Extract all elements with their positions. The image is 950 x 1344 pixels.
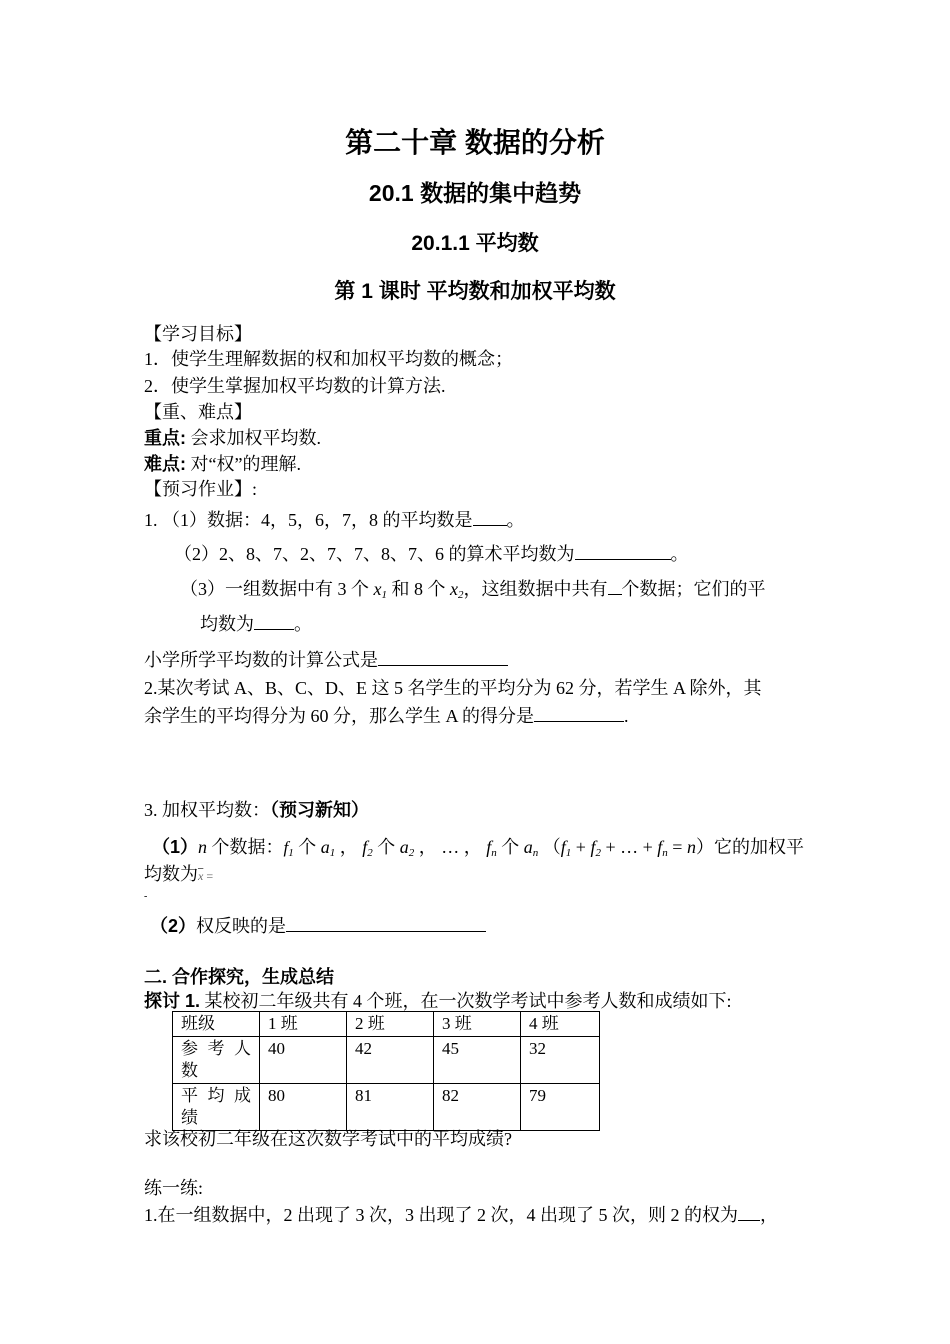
keypoints-header: 【重、难点】 [144,402,252,422]
weighted-p1: （1）n 个数据：$f_1$ 个 $a_1$ ， $f_2$ 个 $a_2$ ， … ， $f_n$ 个 $a_n$ （$f_1 + f_2$ + … + $f_n = n$）它的加权平 [152,837,804,859]
average-question: 求该校初二年级在这次数学考试中的平均成绩? [144,1129,512,1149]
subsection-title: 20.1.1 平均数 [411,232,539,255]
formula-question-text: 小学所学平均数的计算公式是 [144,650,378,670]
preview-q1c-mid1: 和 8 个 [387,579,450,599]
math-equals: = [203,869,214,883]
formula-question [144,647,508,672]
answer-blank[interactable] [254,611,294,630]
table-cell: 45 [434,1037,521,1084]
preview-q2-line2-text: 余学生的平均得分为 60 分，那么学生 A 的得分是 [144,706,535,726]
row-label-line2: 绩 [181,1108,198,1127]
preview-header: 【预习作业】: [144,479,258,499]
preview-q1c-cont [200,611,312,636]
practice-1-text: 1.在一组数据中，2 出现了 3 次，3 出现了 2 次，4 出现了 5 次，则 2 的权为 [144,1205,738,1225]
preview-q1c [180,576,766,607]
table-header-cell: 2 班 [347,1012,434,1037]
answer-blank[interactable] [378,647,508,666]
explore-label: 探讨 1. [144,991,201,1011]
hard-point-text: 对“权”的理解. [186,454,301,474]
goals-header: 【学习目标】 [144,324,252,344]
explore-1 [144,989,732,1013]
table-header-cell: 3 班 [434,1012,521,1037]
row-label [173,1084,260,1131]
preview-q1c-post: 个数据；它们的平 [621,579,766,599]
weighted-p1-label: （1） [152,837,199,857]
period: 。 [294,614,312,634]
preview-q2-line2 [144,703,629,728]
goal-item-1: 1．使学生理解数据的权和加权平均数的概念； [144,349,513,369]
table-row [173,1037,600,1084]
preview-q1b-text: （2）2、8、7、2、7、7、8、7、6 的算术平均数为 [174,544,575,564]
answer-blank[interactable] [534,703,624,722]
weighted-intro [144,798,369,822]
table-header-cell: 1 班 [260,1012,347,1037]
math-x2: $x_2$ [450,579,464,601]
preview-q1c-cont-text: 均数为 [200,614,254,634]
table-cell: 42 [347,1037,434,1084]
lesson-title: 第 1 课时 平均数和加权平均数 [334,280,616,303]
weighted-p1-end: ）它的加权平 [695,837,804,857]
score-table [172,1011,600,1131]
table-header-row [173,1012,600,1037]
table-cell: 40 [260,1037,347,1084]
weighted-p1-cont [144,862,213,888]
explore-text: 某校初二年级共有 4 个班，在一次数学考试中参考人数和成绩如下: [200,991,732,1011]
period: 。 [506,510,525,530]
preview-q1b [174,541,689,566]
answer-blank[interactable] [738,1202,760,1221]
preview-q1c-pre: （3）一组数据中有 3 个 [180,579,374,599]
coop-title: 二. 合作探究，生成总结 [144,967,335,987]
comma: ， [760,1205,778,1225]
table-cell: 79 [521,1084,600,1131]
answer-blank[interactable] [473,507,507,526]
chapter-title: 第二十章 数据的分析 [345,127,605,158]
math-x1: $x_1$ [373,579,387,601]
row-label-line1: 参考人 [181,1039,251,1058]
practice-1 [144,1202,778,1227]
weighted-p2-label: （2） [150,916,197,936]
math-x-bar: $\overline{x}$ [198,869,204,883]
table-row [173,1084,600,1131]
weighted-p2-text: 权反映的是 [196,916,287,936]
table-header-cell: 4 班 [521,1012,600,1037]
key-point [144,426,321,450]
answer-blank[interactable] [286,913,486,932]
section-title: 20.1 数据的集中趋势 [368,180,582,206]
answer-blank[interactable] [608,576,622,595]
stray-mark: - [144,891,148,902]
math-weights-formula: $f_1$ [283,838,294,859]
preview-q2-line1: 2.某次考试 A、B、C、D、E 这 5 名学生的平均分为 62 分，若学生 A 除外，其 [144,678,762,698]
preview-q1a [144,507,525,532]
row-label [173,1037,260,1084]
row-label-line2: 数 [181,1061,198,1080]
weighted-intro-bold: （预习新知） [270,800,369,820]
table-cell: 32 [521,1037,600,1084]
table-cell: 81 [347,1084,434,1131]
weighted-intro-text: 3. 加权平均数： [144,800,270,820]
hard-point-label: 难点: [144,454,186,474]
table-cell: 82 [434,1084,521,1131]
key-point-label: 重点: [144,428,186,448]
weighted-p1-cont-text: 均数为 [144,864,198,884]
weighted-p1-text: 个数据： [207,837,284,857]
goal-item-2: 2．使学生掌握加权平均数的计算方法. [144,376,446,396]
weighted-p2 [150,913,486,938]
period: 。 [670,544,689,564]
hard-point [144,452,301,476]
table-header-cell: 班级 [173,1012,260,1037]
preview-q1a-text: 1. （1）数据：4，5，6，7，8 的平均数是 [144,510,473,530]
row-label-line1: 平均成 [181,1086,251,1105]
preview-q1c-mid2: ，这组数据中共有 [463,579,608,599]
answer-blank[interactable] [575,541,671,560]
practice-header: 练一练: [144,1178,204,1198]
math-n: n [198,837,208,857]
key-point-text: 会求加权平均数. [186,428,321,448]
table-cell: 80 [260,1084,347,1131]
period: . [624,706,629,726]
